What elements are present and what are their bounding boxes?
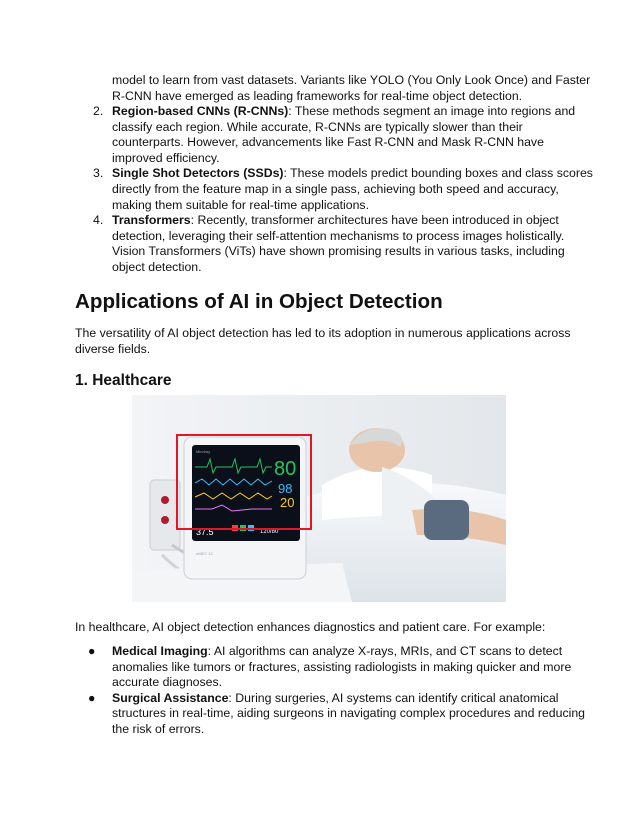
list-item-term: Single Shot Detectors (SSDs): [112, 166, 284, 181]
list-item-text: : AI algorithms can analyze X-rays, MRIs, and CT scans to detect anomalies like tumors or fractures, assisting radiologists in making quicker and more accurate diagnoses.: [112, 644, 572, 690]
list-item-text: : During surgeries, AI systems can identify critical anatomical structures in real-time, aiding surgeons in navigating complex procedures and reducing the risk of errors.: [112, 690, 586, 736]
bullet-list: [77, 644, 597, 738]
numbered-list: [77, 104, 597, 276]
list-item-term: Transformers: [112, 213, 191, 228]
list-item: [77, 166, 597, 213]
list-item: [77, 691, 597, 738]
nibp-value: 120/80: [260, 529, 279, 535]
monitor-brand: Mindray: [196, 449, 211, 454]
continuation-paragraph: model to learn from vast datasets. Variants like YOLO (You Only Look Once) and Faster R-CNN have emerged as leading frameworks for real-time object detection.: [112, 73, 591, 103]
list-item-term: Surgical Assistance: [112, 690, 229, 705]
list-item: [77, 644, 597, 691]
list-number: 3.: [93, 166, 104, 181]
list-item-text: : These models predict bounding boxes and class scores directly from the feature map in a single pass, achieving both speed and accuracy, making them suitable for real-time applications.: [112, 166, 593, 212]
list-item: [77, 213, 597, 275]
heart-rate-value: 80: [274, 458, 297, 480]
list-item-term: Medical Imaging: [112, 644, 208, 658]
spo2-value: 98: [278, 481, 293, 496]
monitor-model: uMEC 12: [196, 551, 213, 556]
list-item-term: Region-based CNNs (R-CNNs): [112, 104, 289, 118]
healthcare-figure: [132, 395, 506, 602]
list-item-text: : These methods segment an image into regions and classify each region. While accurate, R-CNNs are typically slower than their counterparts. However, advancements like Fast R-CNN and Mask R-CNN have improved efficiency.: [112, 104, 576, 165]
subsection-title: 1. Healthcare: [75, 372, 172, 389]
list-number: 4.: [93, 213, 104, 228]
bullet-icon: ●: [88, 690, 96, 705]
resp-rate-value: 20: [280, 495, 295, 510]
intro-paragraph: The versatility of AI object detection has led to its adoption in numerous applications across diverse fields.: [75, 326, 571, 356]
healthcare-paragraph: In healthcare, AI object detection enhances diagnostics and patient care. For example:: [75, 620, 546, 634]
bp-cuff: [424, 500, 469, 540]
section-title: Applications of AI in Object Detection: [75, 290, 443, 313]
list-item-text: : Recently, transformer architectures have been introduced in object detection, leveraging their self-attention mechanisms to process images holistically. Vision Transformers (ViTs) have shown promising results in various tasks, including object detection.: [112, 213, 565, 274]
patient-monitor-photo: [132, 395, 506, 602]
bullet-icon: ●: [88, 644, 96, 658]
temperature-value: 37.5: [196, 527, 214, 537]
list-number: 2.: [93, 104, 104, 118]
list-item: [77, 104, 597, 166]
